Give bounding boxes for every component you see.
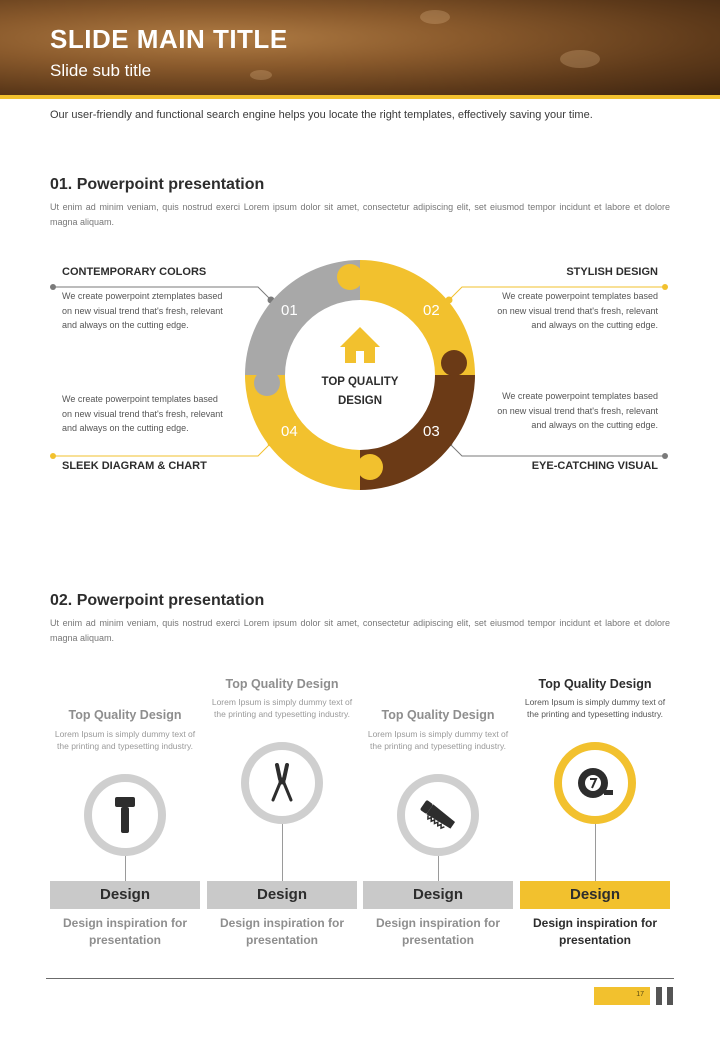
- step-1-caption: Design inspiration for presentation: [62, 916, 187, 947]
- segment-number-02: 02: [423, 302, 440, 319]
- step-4-stem: [595, 824, 596, 881]
- slide-subtitle: Slide sub title: [50, 61, 152, 80]
- section-1-description: Ut enim ad minim veniam, quis nostrud exerci Lorem ipsum dolor sit amet, consectetur adipiscing elit, set eiusmod tempor incidunt et labore et dolore magna aliquam.: [50, 202, 670, 227]
- step-3-title: Top Quality Design: [381, 708, 495, 722]
- block-text-contemporary: We create powerpoint ztemplates based on new visual trend that's fresh, relevant and always on the cutting edge.: [62, 291, 223, 330]
- connector-dot: [50, 453, 56, 459]
- hammer-icon: [110, 795, 140, 835]
- step-4-icon-ring: [554, 742, 636, 824]
- step-1-desc: Lorem Ipsum is simply dummy text of the printing and typesetting industry.: [54, 729, 196, 751]
- step-3-icon-ring: [397, 774, 479, 856]
- page-number-box: [594, 987, 650, 1005]
- block-title-sleek: SLEEK DIAGRAM & CHART: [62, 460, 207, 472]
- puzzle-knob-04: [254, 370, 280, 396]
- step-2-caption: Design inspiration for presentation: [219, 916, 344, 947]
- section-1-title: 01. Powerpoint presentation: [50, 176, 265, 193]
- puzzle-knob-03: [357, 454, 383, 480]
- step-3-bar: Design: [363, 881, 513, 909]
- slide-title: SLIDE MAIN TITLE: [50, 24, 288, 54]
- step-3-caption: Design inspiration for presentation: [375, 916, 500, 947]
- puzzle-knob-01: [337, 264, 363, 290]
- center-label: TOP QUALITY DESIGN: [321, 376, 399, 407]
- connector-line-04: [53, 443, 271, 456]
- section-2-description: Ut enim ad minim veniam, quis nostrud exerci Lorem ipsum dolor sit amet, consectetur adipiscing elit, set eiusmod tempor incidunt et labore et dolore magna aliquam.: [50, 618, 670, 643]
- texture-speck: [420, 10, 450, 24]
- connector-dot: [50, 284, 56, 290]
- header-accent-bar: [0, 95, 720, 99]
- connector-line-03: [449, 443, 665, 456]
- connector-dot: [662, 284, 668, 290]
- segment-number-01: 01: [281, 302, 298, 319]
- intro-text: Our user-friendly and functional search engine helps you locate the right templates, effectively saving your time.: [50, 109, 593, 121]
- step-1-stem: [125, 856, 126, 881]
- step-2-desc: Lorem Ipsum is simply dummy text of the printing and typesetting industry.: [211, 697, 353, 719]
- saw-icon: [418, 795, 458, 835]
- connector-dot: [662, 453, 668, 459]
- texture-speck: [250, 70, 272, 80]
- step-2-title: Top Quality Design: [225, 677, 339, 691]
- block-title-stylish: STYLISH DESIGN: [566, 266, 658, 278]
- step-3-desc: Lorem Ipsum is simply dummy text of the printing and typesetting industry.: [367, 729, 509, 751]
- block-text-eye-catching: We create powerpoint templates based on new visual trend that's fresh, relevant and always on the cutting edge.: [497, 391, 658, 430]
- step-1-bar: Design: [50, 881, 200, 909]
- section-2-title: 02. Powerpoint presentation: [50, 592, 265, 609]
- step-4-bar: Design: [520, 881, 670, 909]
- tape-measure-icon: [576, 766, 614, 800]
- step-3-stem: [438, 856, 439, 881]
- block-text-sleek: We create powerpoint templates based on new visual trend that's fresh, relevant and always on the cutting edge.: [62, 394, 223, 433]
- step-2-stem: [282, 824, 283, 881]
- block-title-eye-catching: EYE-CATCHING VISUAL: [531, 460, 658, 472]
- footer-bar-left: [656, 987, 662, 1005]
- step-4-desc: Lorem Ipsum is simply dummy text of the printing and typesetting industry.: [524, 697, 666, 719]
- block-text-stylish: We create powerpoint templates based on new visual trend that's fresh, relevant and always on the cutting edge.: [497, 291, 658, 330]
- header-banner: [0, 0, 720, 95]
- step-1-icon-ring: [84, 774, 166, 856]
- puzzle-knob-02: [441, 350, 467, 376]
- block-title-contemporary: CONTEMPORARY COLORS: [62, 266, 207, 278]
- texture-speck: [560, 50, 600, 68]
- step-2-icon-ring: [241, 742, 323, 824]
- footer-divider: [46, 978, 674, 979]
- footer-bar-right: [667, 987, 673, 1005]
- segment-number-04: 04: [281, 423, 298, 440]
- step-4-caption: Design inspiration for presentation: [532, 916, 657, 947]
- pliers-icon: [267, 763, 297, 803]
- step-2-bar: Design: [207, 881, 357, 909]
- segment-number-03: 03: [423, 423, 440, 440]
- step-1-title: Top Quality Design: [68, 708, 182, 722]
- step-4-title: Top Quality Design: [538, 677, 652, 691]
- page-number: 17: [636, 991, 644, 998]
